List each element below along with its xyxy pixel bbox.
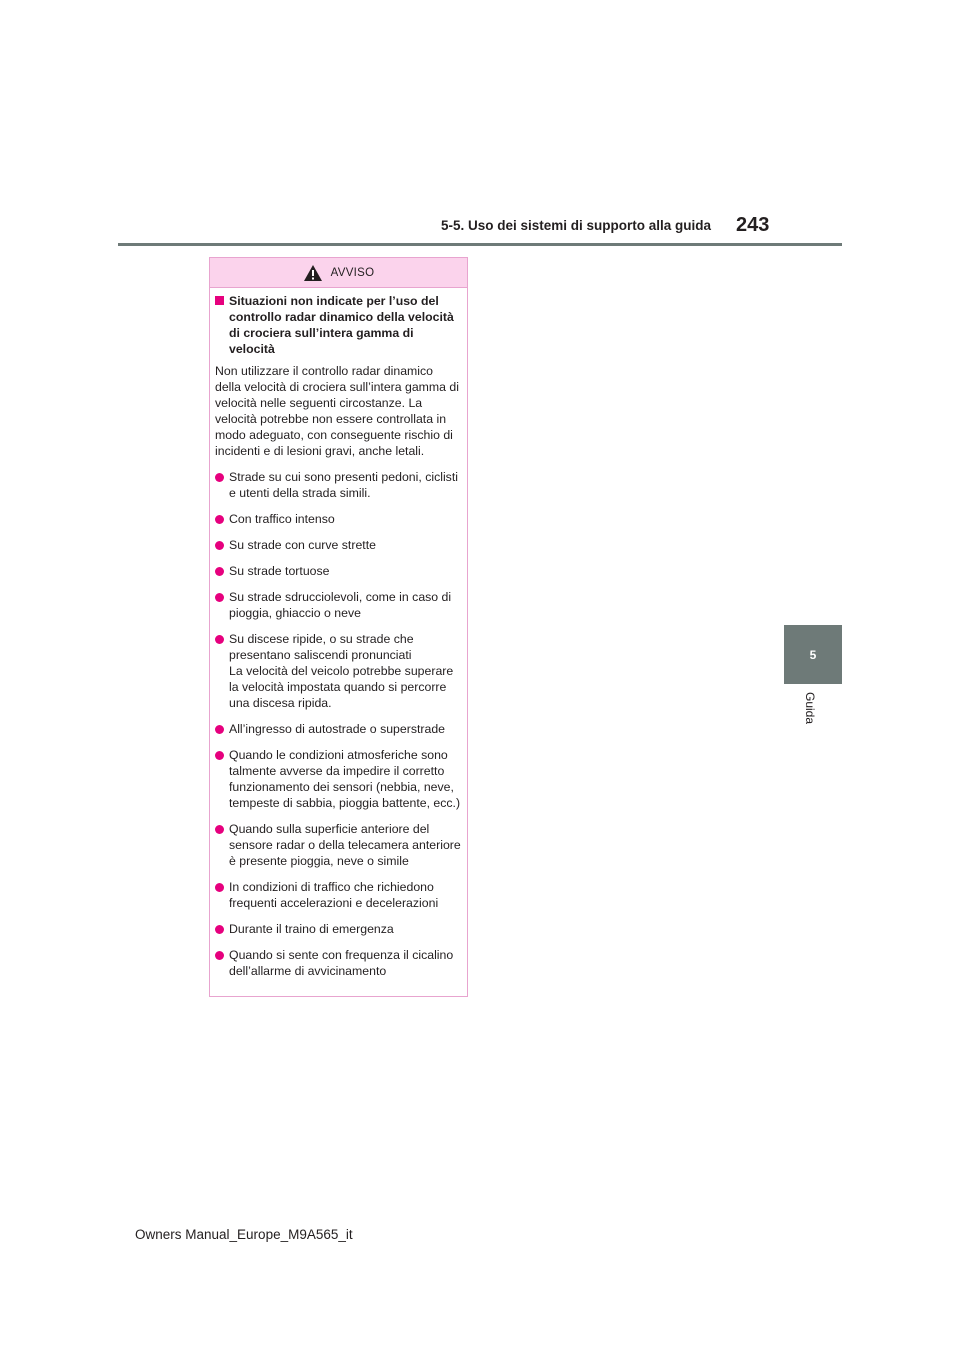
list-item-text: Su strade tortuose <box>229 564 330 578</box>
bullet-dot-icon <box>215 883 224 892</box>
section-title: 5-5. Uso dei sistemi di supporto alla guida <box>441 218 712 233</box>
warning-intro: Non utilizzare il controllo radar dinamico della velocità di crociera sull’intera gamma di velocità nelle seguenti circostanze. La velocità potrebbe non essere controllata in modo adeguato, con conseguente rischio di incidenti e di lesioni gravi, anche letali. <box>215 364 459 458</box>
list-item <box>215 721 461 737</box>
bullet-dot-icon <box>215 951 224 960</box>
list-item <box>215 747 461 811</box>
list-item <box>215 921 461 937</box>
list-item <box>215 589 461 621</box>
list-item-text: Quando si sente con frequenza il cicalino dell’allarme di avvicinamento <box>229 948 454 978</box>
bullet-dot-icon <box>215 473 224 482</box>
bullet-dot-icon <box>215 635 224 644</box>
bullet-dot-icon <box>215 825 224 834</box>
bullet-dot-icon <box>215 541 224 550</box>
footer-document-id: Owners Manual_Europe_M9A565_it <box>135 1227 353 1242</box>
header-divider <box>118 243 842 246</box>
page-number: 243 <box>736 214 770 236</box>
warning-triangle-icon <box>303 264 323 282</box>
square-bullet-icon <box>215 296 224 305</box>
list-item-text: Durante il traino di emergenza <box>229 922 394 936</box>
list-item <box>215 469 461 501</box>
bullet-dot-icon <box>215 593 224 602</box>
list-item <box>215 821 461 869</box>
bullet-dot-icon <box>215 751 224 760</box>
warning-title: AVVISO <box>330 266 375 279</box>
list-item-text: Su discese ripide, o su strade che presentano saliscendi pronunciati La velocità del veicolo potrebbe superare la velocità impostata quando si percorre una discesa ripida. <box>229 632 454 710</box>
list-item <box>215 511 461 527</box>
bullet-dot-icon <box>215 567 224 576</box>
bullet-dot-icon <box>215 925 224 934</box>
list-item-text: Quando sulla superficie anteriore del sensore radar o della telecamera anteriore è presente pioggia, neve o simile <box>229 822 461 868</box>
list-item-text: Con traffico intenso <box>229 512 335 526</box>
list-item <box>215 563 461 579</box>
list-item-text: Quando le condizioni atmosferiche sono talmente avverse da impedire il corretto funzionamento dei sensori (nebbia, neve, tempeste di sabbia, pioggia battente, ecc.) <box>229 748 461 810</box>
list-item-text: All’ingresso di autostrade o superstrade <box>229 722 446 736</box>
list-item <box>215 879 461 911</box>
warning-list <box>215 469 461 979</box>
warning-heading-text: Situazioni non indicate per l’uso del controllo radar dinamico della velocità di crociera sull’intera gamma di velocità <box>229 294 454 356</box>
chapter-tab[interactable] <box>784 625 842 684</box>
list-item <box>215 537 461 553</box>
warning-box <box>209 257 468 997</box>
chapter-label: Guida <box>803 692 817 725</box>
chapter-number: 5 <box>809 647 817 662</box>
warning-heading <box>215 293 461 357</box>
bullet-dot-icon <box>215 725 224 734</box>
list-item-text: In condizioni di traffico che richiedono frequenti accelerazioni e decelerazioni <box>229 880 439 910</box>
warning-content <box>210 288 467 979</box>
list-item <box>215 947 461 979</box>
list-item <box>215 631 461 711</box>
list-item-text: Su strade con curve strette <box>229 538 376 552</box>
list-item-text: Su strade sdrucciolevoli, come in caso di pioggia, ghiaccio o neve <box>229 590 452 620</box>
bullet-dot-icon <box>215 515 224 524</box>
warning-header <box>210 258 467 288</box>
list-item-text: Strade su cui sono presenti pedoni, ciclisti e utenti della strada simili. <box>229 470 458 500</box>
